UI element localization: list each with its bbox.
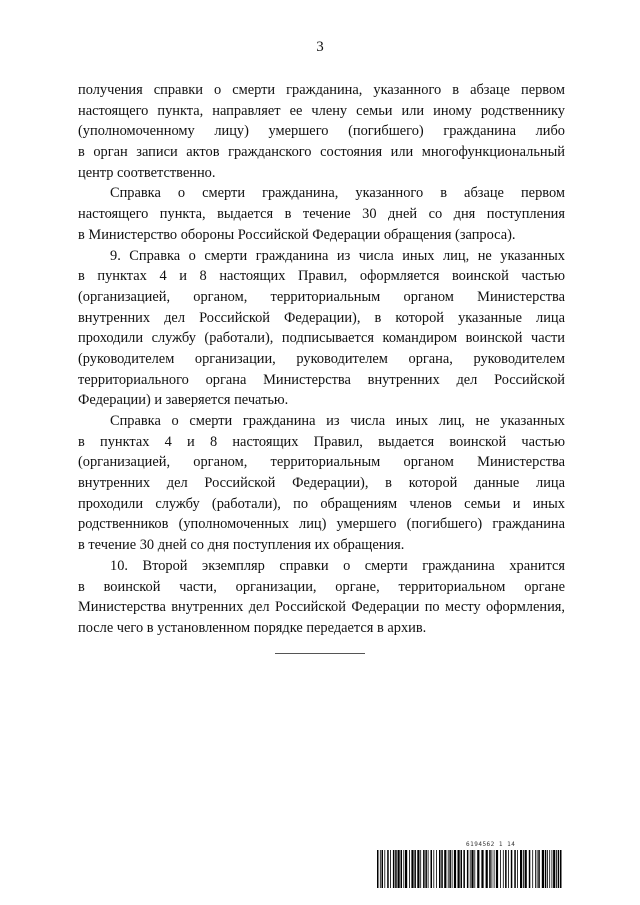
barcode-bar: [508, 850, 509, 888]
barcode-bar: [387, 850, 389, 888]
text-line: (уполномоченному лицу) умершего (погибшего) гражданина либо: [78, 123, 565, 140]
text-line: в орган записи актов гражданского состояния или многофункциональный: [78, 144, 565, 161]
barcode-bar: [477, 850, 479, 888]
barcode-bar: [558, 850, 560, 888]
barcode-bar: [481, 850, 483, 888]
barcode-bar: [470, 850, 471, 888]
barcode-bar: [547, 850, 548, 888]
barcode-bar: [514, 850, 516, 888]
barcode-bar: [517, 850, 518, 888]
page-number: 3: [316, 39, 324, 55]
text-line: Справка о смерти гражданина из числа иных лиц, не указанных: [110, 413, 565, 429]
barcode-bar: [428, 850, 429, 888]
barcode-bar: [538, 850, 540, 888]
barcode-bar: [441, 850, 443, 888]
text-line: настоящего пункта, направляет ее члену семьи или иному родственнику: [78, 102, 565, 119]
text-line: в пунктах 4 и 8 настоящих Правил, оформляется воинской частью: [78, 268, 565, 285]
text-line: внутренних дел Российской Федерации), в которой указанные лица: [78, 309, 565, 326]
text-line: в пунктах 4 и 8 настоящих Правил, выдается воинской частью: [78, 433, 565, 450]
barcode-bar: [420, 850, 421, 888]
barcode-bar: [452, 850, 453, 888]
text-line: центр соответственно.: [78, 164, 216, 181]
barcode-bar: [549, 850, 550, 888]
barcode-bar: [417, 850, 419, 888]
text-line: после чего в установленном порядке передается в архив.: [78, 619, 427, 636]
barcode-bar: [474, 850, 475, 888]
barcode-bar: [405, 850, 407, 888]
text-line: (организацией, органом, территориальным органом Министерства: [78, 288, 565, 305]
barcode-bar: [542, 850, 544, 888]
body-text: [78, 80, 565, 639]
barcode-bar: [377, 850, 379, 888]
document-code: 6194562 1 14: [466, 841, 516, 848]
barcode-bar: [390, 850, 391, 888]
barcode-bar: [529, 850, 531, 888]
text-line: проходили службу (работали), по обращениям членов семьи и иных: [78, 495, 565, 512]
barcode-bar: [560, 850, 562, 888]
text-line: внутренних дел Российской Федерации), в которой данные лица: [78, 475, 565, 492]
barcode-bar: [545, 850, 547, 888]
barcode-bar: [444, 850, 446, 888]
barcode-bar: [505, 850, 507, 888]
barcode-bar: [503, 850, 504, 888]
barcode-bar: [433, 850, 434, 888]
barcode-bar: [411, 850, 413, 888]
barcode-bar: [382, 850, 384, 888]
text-line: (руководителем организации, руководителем органа, руководителем: [78, 350, 565, 367]
text-line: Федерации) и заверяется печатью.: [78, 392, 289, 409]
barcode-bar: [384, 850, 385, 888]
text-line: в воинской части, организации, органе, территориальном органе: [78, 578, 565, 595]
barcode-bar: [423, 850, 425, 888]
barcode-bar: [523, 850, 524, 888]
text-line: проходили службу (работали), подписывается командиром воинской части: [78, 330, 565, 347]
barcode-bar: [556, 850, 557, 888]
barcode-bar: [458, 850, 460, 888]
text-line: 9. Справка о смерти гражданина из числа иных лиц, не указанных: [110, 247, 565, 264]
barcode-bar: [535, 850, 536, 888]
text-line: территориального органа Министерства внутренних дел Российской: [78, 371, 565, 388]
barcode-bar: [448, 850, 449, 888]
barcode-bar: [449, 850, 451, 888]
text-line: родственников (уполномоченных лиц) умершего (погибшего) гражданина: [78, 516, 565, 533]
barcode-bar: [454, 850, 456, 888]
barcode-bar: [431, 850, 433, 888]
barcode-bar: [463, 850, 465, 888]
text-line: настоящего пункта, выдается в течение 30 дней со дня поступления: [78, 206, 565, 223]
text-line: в Министерство обороны Российской Федерации обращения (запроса).: [78, 226, 516, 243]
text-line: (организацией, органом, территориальным органом Министерства: [78, 454, 565, 471]
barcode-bar: [486, 850, 488, 888]
barcode-bar: [380, 850, 381, 888]
text-line: получения справки о смерти гражданина, указанного в абзаце первом: [78, 82, 565, 98]
text-line: 10. Второй экземпляр справки о смерти гражданина хранится: [110, 557, 565, 574]
text-line: в течение 30 дней со дня поступления их обращения.: [78, 537, 405, 554]
barcode-bar: [401, 850, 403, 888]
barcode-bar: [395, 850, 397, 888]
barcode-bar: [511, 850, 513, 888]
barcode-bar: [467, 850, 469, 888]
barcode-bar: [425, 850, 427, 888]
barcode-bar: [537, 850, 538, 888]
text-line: Министерства внутренних дел Российской Федерации по месту оформления,: [78, 599, 565, 616]
barcode-bar: [525, 850, 527, 888]
barcode-bar: [461, 850, 463, 888]
barcode-bar: [398, 850, 400, 888]
barcode-bar: [520, 850, 522, 888]
barcode-bar: [532, 850, 533, 888]
barcode-bar: [436, 850, 437, 888]
barcode-bar: [553, 850, 555, 888]
barcode-bar: [500, 850, 501, 888]
barcode: [377, 850, 563, 888]
barcode-bar: [439, 850, 441, 888]
barcode-bar: [409, 850, 410, 888]
barcode-bar: [496, 850, 498, 888]
barcode-bar: [494, 850, 495, 888]
barcode-bar: [492, 850, 493, 888]
barcode-bar: [403, 850, 404, 888]
barcode-bar: [393, 850, 395, 888]
barcode-bar: [489, 850, 491, 888]
end-divider: [275, 653, 365, 654]
text-line: Справка о смерти гражданина, указанного в абзаце первом: [110, 185, 565, 202]
barcode-bar: [471, 850, 473, 888]
barcode-bar: [552, 850, 553, 888]
barcode-bar: [414, 850, 416, 888]
